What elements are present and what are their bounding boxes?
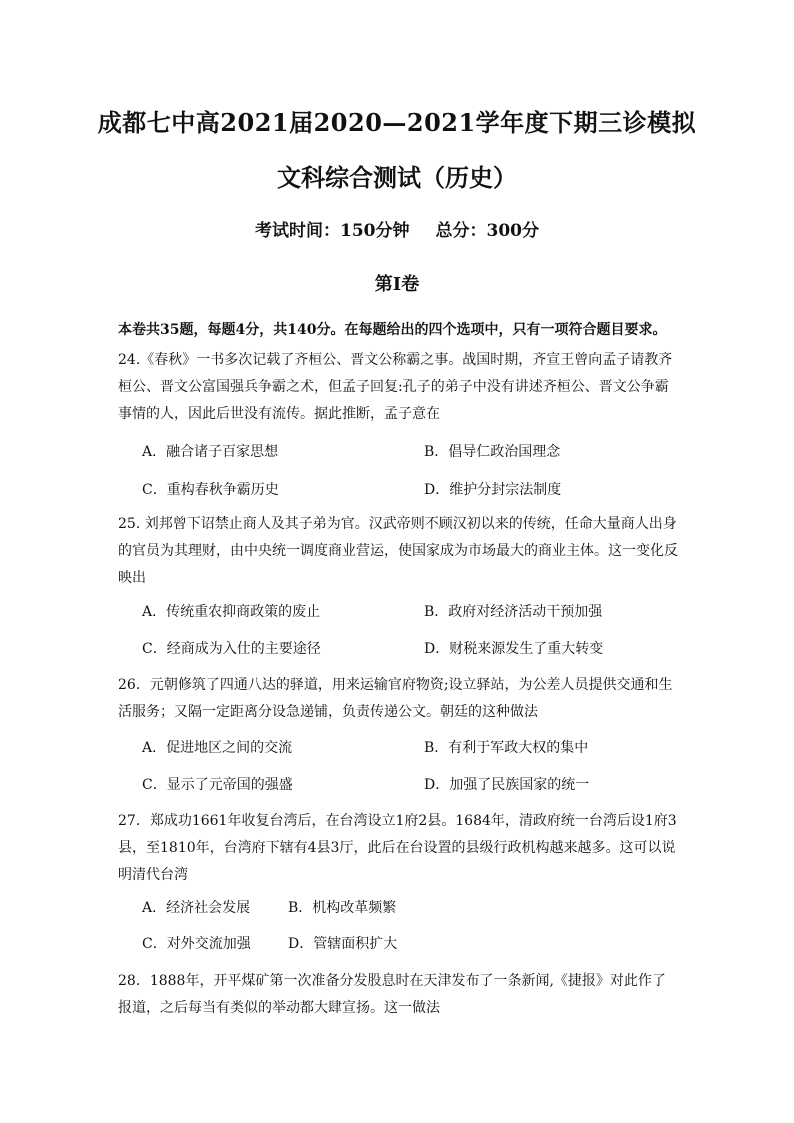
question-25-option-b[interactable]: B．政府对经济活动干预加强 (424, 604, 603, 620)
exam-meta (0, 216, 794, 241)
question-26-stem: 26．元朝修筑了四通八达的驿道，用来运输官府物资;设立驿站，为公差人员提供交通和生活服务；又隔一定距离分设急递铺，负责传递公文。朝廷的这种做法 (118, 677, 673, 720)
exam-total-score: 总分：300分 (435, 221, 539, 241)
exam-time: 考试时间：150分钟 (255, 221, 410, 241)
question-24-option-c[interactable]: C．重构春秋争霸历史 (142, 482, 279, 498)
question-28-stem: 28．1888年，开平煤矿第一次准备分发股息时在天津发布了一条新闻,《捷报》对此作了报道，之后每当有类似的举动都大肆宣扬。这一做法 (118, 973, 666, 1016)
question-27-option-a[interactable]: A．经济社会发展 (142, 900, 251, 916)
question-27-stem: 27．郑成功1661年收复台湾后，在台湾设立1府2县。1684年，清政府统一台湾后设1府3县，至1810年，台湾府下辖有4县3厅，此后在台设置的县级行政机构越来越多。这可以说明清代台湾 (118, 813, 677, 883)
question-24-option-b[interactable]: B．倡导仁政治国理念 (424, 444, 561, 460)
exam-title: 成都七中高2021届2020—2021学年度下期三诊模拟 (97, 108, 697, 137)
question-26-option-b[interactable]: B．有利于军政大权的集中 (424, 740, 589, 756)
question-27-option-b[interactable]: B．机构改革频繁 (288, 900, 397, 916)
question-26-option-c[interactable]: C．显示了元帝国的强盛 (142, 777, 293, 793)
exam-subtitle: 文科综合测试（历史） (277, 163, 517, 192)
question-24-option-a[interactable]: A．融合诸子百家思想 (142, 444, 279, 460)
question-24-option-d[interactable]: D．维护分封宗法制度 (424, 482, 562, 498)
question-25-option-d[interactable]: D．财税来源发生了重大转变 (424, 641, 604, 657)
question-26-option-d[interactable]: D．加强了民族国家的统一 (424, 777, 590, 793)
question-24-stem: 24.《春秋》一书多次记载了齐桓公、晋文公称霸之事。战国时期，齐宣王曾向孟子请教齐桓公、晋文公富国强兵争霸之术，但孟子回复:孔子的弟子中没有讲述齐桓公、晋文公争霸事情的人，因此后世没有流传。据此推断，孟子意在 (118, 352, 673, 422)
question-25-stem: 25. 刘邦曾下诏禁止商人及其子弟为官。汉武帝则不顾汉初以来的传统，任命大量商人出身的官员为其理财，由中央统一调度商业营运，使国家成为市场最大的商业主体。这一变化反映出 (118, 516, 678, 586)
question-26-option-a[interactable]: A．促进地区之间的交流 (142, 740, 293, 756)
question-27-option-d[interactable]: D．管辖面积扩大 (288, 936, 398, 952)
section-instruction: 本卷共35题，每题4分，共140分。在每题给出的四个选项中，只有一项符合题目要求。 (118, 322, 667, 338)
question-25-option-a[interactable]: A．传统重农抑商政策的废止 (142, 604, 321, 620)
question-25-option-c[interactable]: C．经商成为入仕的主要途径 (142, 641, 321, 657)
question-27-option-c[interactable]: C．对外交流加强 (142, 936, 251, 952)
section-title: 第Ⅰ卷 (374, 274, 420, 295)
